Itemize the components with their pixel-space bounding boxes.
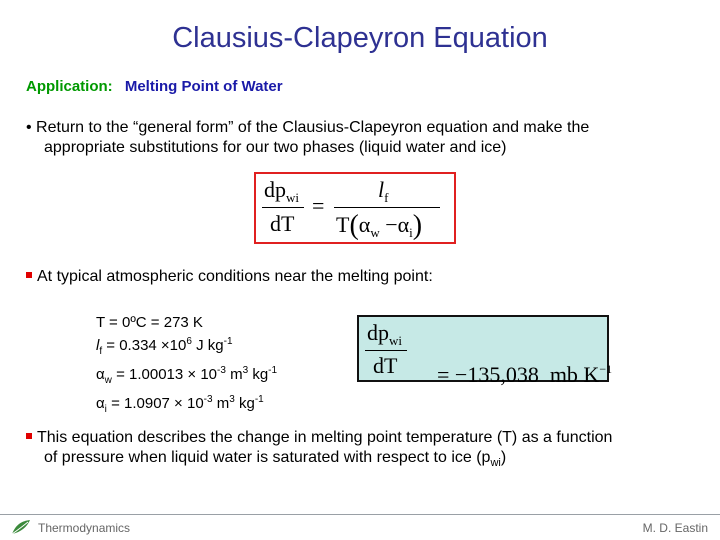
eq1-numerator-right: $l_f$	[378, 177, 389, 205]
result-equation-box	[357, 315, 613, 387]
bullet-general-form	[26, 118, 706, 158]
eq2-result: = −135,038 mb $K^{-1}$	[437, 362, 613, 387]
bullet-square-icon	[26, 272, 32, 278]
bullet-text-continued: of pressure when liquid water is saturated with respect to ice $(p_{wi})$	[44, 449, 507, 470]
leaf-logo-icon	[10, 518, 32, 539]
bullet-text: appropriate substitutions for our two phases (liquid water and ice)	[44, 139, 507, 156]
slide-title: Clausius-Clapeyron Equation	[172, 22, 548, 54]
eq1-fraction-bar-left	[262, 207, 304, 208]
eq2-denominator: dT	[373, 353, 398, 378]
eq2-numerator: $dp_{wi}$	[367, 320, 402, 348]
clausius-clapeyron-equation-box	[254, 172, 456, 244]
footer-divider	[0, 514, 720, 515]
bullet-text: This equation describes the change in melting point temperature (T) as a function	[37, 429, 613, 446]
eq1-fraction-bar-right	[334, 207, 440, 208]
value-alpha-ice: $\alpha_i = 1.0907 \times 10^{-3}$ $m^3$ $kg^{-1}$	[96, 394, 264, 415]
eq1-numerator-left: $dp_{wi}$	[264, 177, 299, 205]
eq1-denominator-right: $T(\alpha_w -\alpha_i)$	[336, 210, 423, 241]
bullet-square-icon	[26, 433, 32, 439]
slide-footer	[0, 518, 720, 540]
application-label: Application:	[26, 78, 113, 95]
bullet-conditions	[26, 267, 706, 287]
value-latent-heat: $l_f = 0.334 \times 10^6$ J $kg^{-1}$	[96, 336, 233, 357]
footer-course: Thermodynamics	[38, 521, 131, 535]
value-temperature: T = 0ºC = 273 K	[96, 314, 203, 331]
eq1-denominator-left: dT	[270, 211, 295, 236]
bullet-text: • Return to the “general form” of the Clausius-Clapeyron equation and make the	[26, 119, 590, 136]
footer-author: M. D. Eastin	[642, 521, 708, 535]
application-line	[26, 78, 283, 95]
bullet-description	[26, 428, 706, 473]
property-values	[96, 313, 277, 419]
eq2-fraction-bar	[365, 350, 407, 351]
bullet-text: At typical atmospheric conditions near the melting point:	[37, 268, 433, 285]
application-value: Melting Point of Water	[124, 78, 283, 95]
eq1-equals: =	[312, 193, 325, 218]
value-alpha-water: $\alpha_w = 1.00013 \times 10^{-3}$ $m^3$ $kg^{-1}$	[96, 365, 278, 386]
